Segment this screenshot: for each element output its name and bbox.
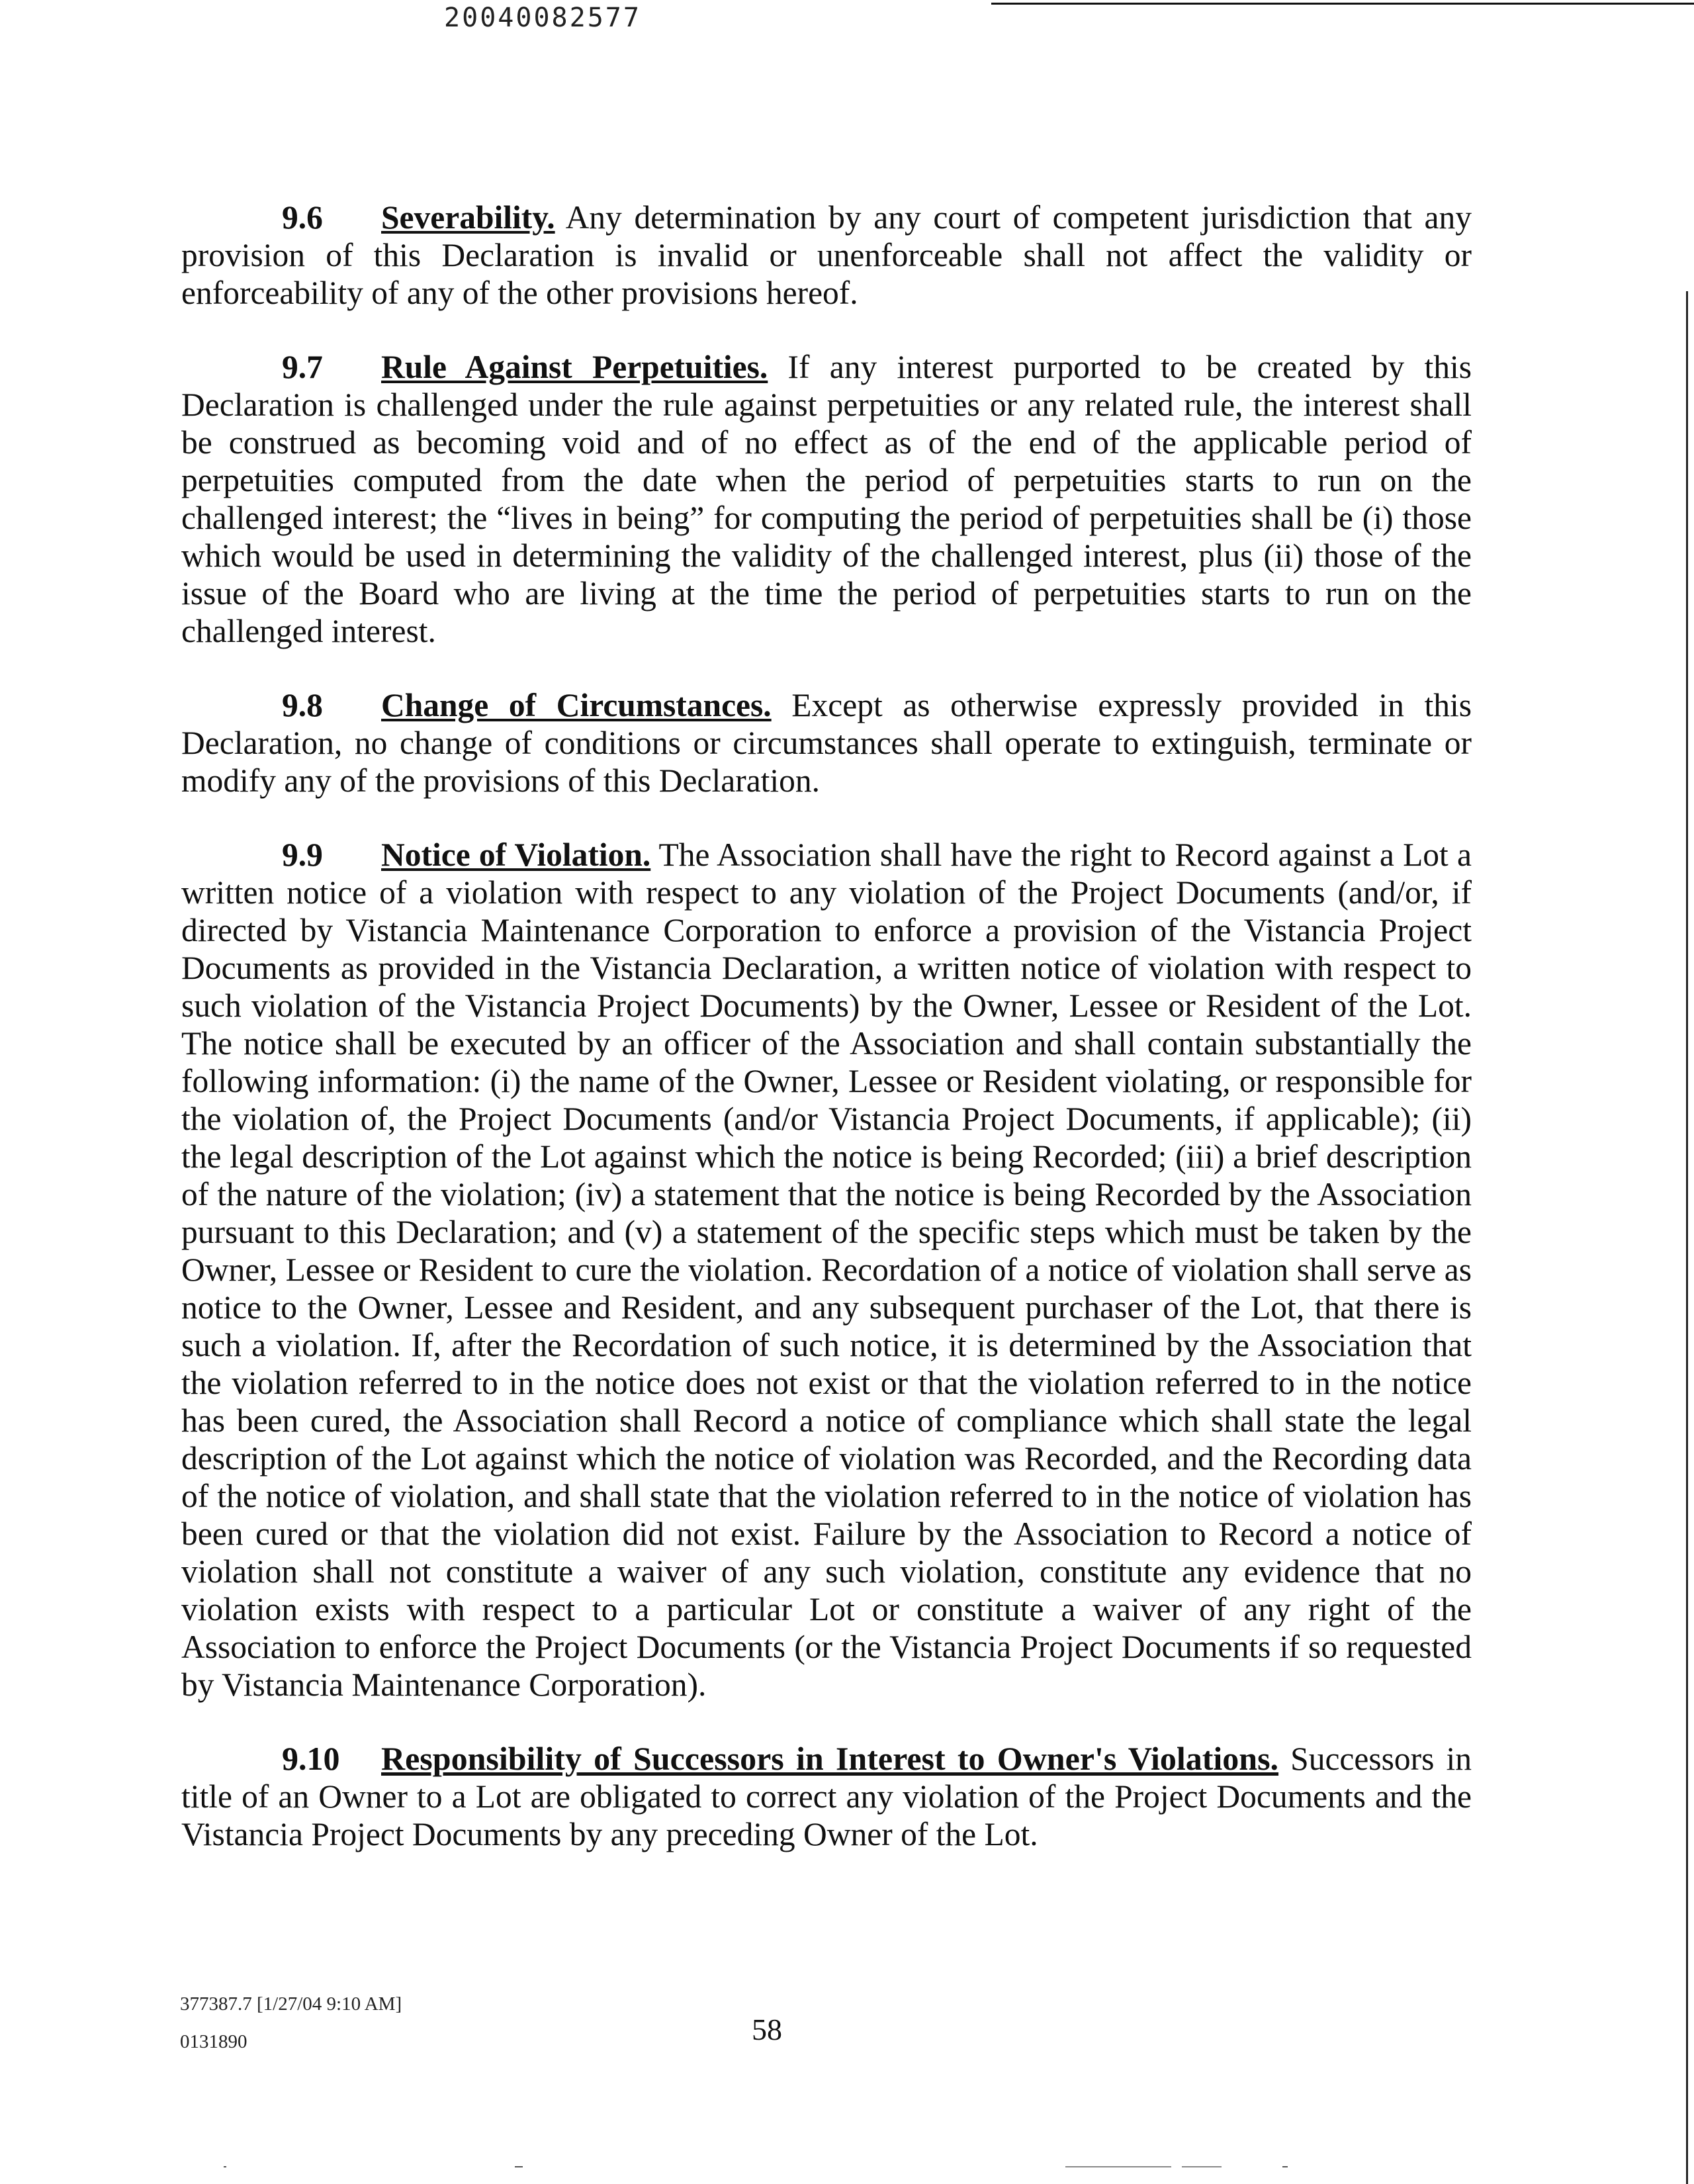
section-title: Rule Against Perpetuities.	[381, 349, 768, 385]
footer-doc-id: 377387.7 [1/27/04 9:10 AM]	[180, 1993, 402, 2015]
section-title: Severability.	[381, 199, 555, 236]
section-number: 9.9	[282, 837, 323, 873]
section-number: 9.6	[282, 199, 323, 236]
footer-matter-number: 0131890	[180, 2031, 247, 2052]
section-text: The Association shall have the right to Record against a Lot a written notice of a violation with respect to any violation of the Project Documents (and/or, if directed by Vistancia Maintenance Corporation to enforce a provision of the Vistancia Project Documents as provided in the Vistancia Declaration, a written notice of violation with respect to such violation of the Vistancia Project Documents) by the Owner, Lessee or Resident of the Lot. The notice shall be executed by an officer of the Association and shall contain substantially the following information: (i) the name of the Owner, Lessee or Resident violating, or responsible for the violation of, the Project Documents (and/or Vistancia Project Documents, if applicable); (ii) the legal description of the Lot against which the notice is being Recorded; (iii) a brief description of the nature of the violation; (iv) a statement that the notice is being Recorded by the Association pursuant to this Declaration; and (v) a statement of the specific steps which must be taken by the Owner, Lessee or Resident to cure the violation. Recordation of a notice of violation shall serve as notice to the Owner, Lessee and Resident, and any subsequent purchaser of the Lot, that there is such a violation. If, after the Recordation of such notice, it is determined by the Association that the violation referred to in the notice does not exist or that the violation referred to in the notice has been cured, the Association shall Record a notice of compliance which shall state the legal description of the Lot against which the notice of violation was Recorded, and the Recording data of the notice of violation, and shall state that the violation referred to in the notice of violation has been cured or that the violation did not exist. Failure by the Association to Record a notice of violation shall not constitute a waiver of any such violation, constitute any evidence that no violation exists with respect to a particular Lot or constitute a waiver of any right of the Association to enforce the Project Documents (or the Vistancia Project Documents if so requested by Vistancia Maintenance Corporation).	[181, 837, 1472, 1703]
scan-speck	[1182, 2166, 1222, 2167]
scan-margin-line	[1686, 291, 1688, 2184]
scan-speck	[1282, 2166, 1288, 2167]
page-number: 58	[752, 2013, 782, 2046]
section-title: Responsibility of Successors in Interest to Owner's Violations.	[381, 1740, 1279, 1777]
scan-speck	[1065, 2166, 1171, 2167]
section-9-6	[181, 199, 1472, 312]
scan-speck	[224, 2166, 226, 2167]
section-text: If any interest purported to be created by this Declaration is challenged under the rule against perpetuities or any related rule, the interest shall be construed as becoming void and of no effect as of the end of the applicable period of perpetuities computed from the date when the period of perpetuities starts to run on the challenged interest; the “lives in being” for computing the period of perpetuities shall be (i) those which would be used in determining the validity of the challenged interest, plus (ii) those of the issue of the Board who are living at the time the period of perpetuities starts to run on the challenged interest.	[181, 349, 1472, 649]
scan-speck	[515, 2166, 523, 2167]
section-9-7	[181, 348, 1472, 650]
section-text: Except as otherwise expressly provided in this Declaration, no change of conditions or circumstances shall operate to extinguish, terminate or modify any of the provisions of this Declaration.	[181, 687, 1472, 799]
section-9-10	[181, 1740, 1472, 1853]
section-number: 9.8	[282, 687, 323, 723]
recording-number: 20040082577	[444, 3, 641, 33]
section-number: 9.7	[282, 349, 323, 385]
section-number: 9.10	[282, 1740, 340, 1777]
scan-artifacts	[0, 2166, 1694, 2174]
section-9-9	[181, 836, 1472, 1704]
section-text: Successors in title of an Owner to a Lot are obligated to correct any violation of the Project Documents and the Vistancia Project Documents by any preceding Owner of the Lot.	[181, 1741, 1472, 1852]
document-body	[181, 199, 1472, 1889]
section-9-8	[181, 686, 1472, 799]
section-text: Any determination by any court of competent jurisdiction that any provision of this Declaration is invalid or unenforceable shall not affect the validity or enforceability of any of the other provisions hereof.	[181, 199, 1472, 311]
section-title: Change of Circumstances.	[381, 687, 772, 723]
section-title: Notice of Violation.	[381, 837, 651, 873]
top-rule-divider	[991, 3, 1694, 5]
